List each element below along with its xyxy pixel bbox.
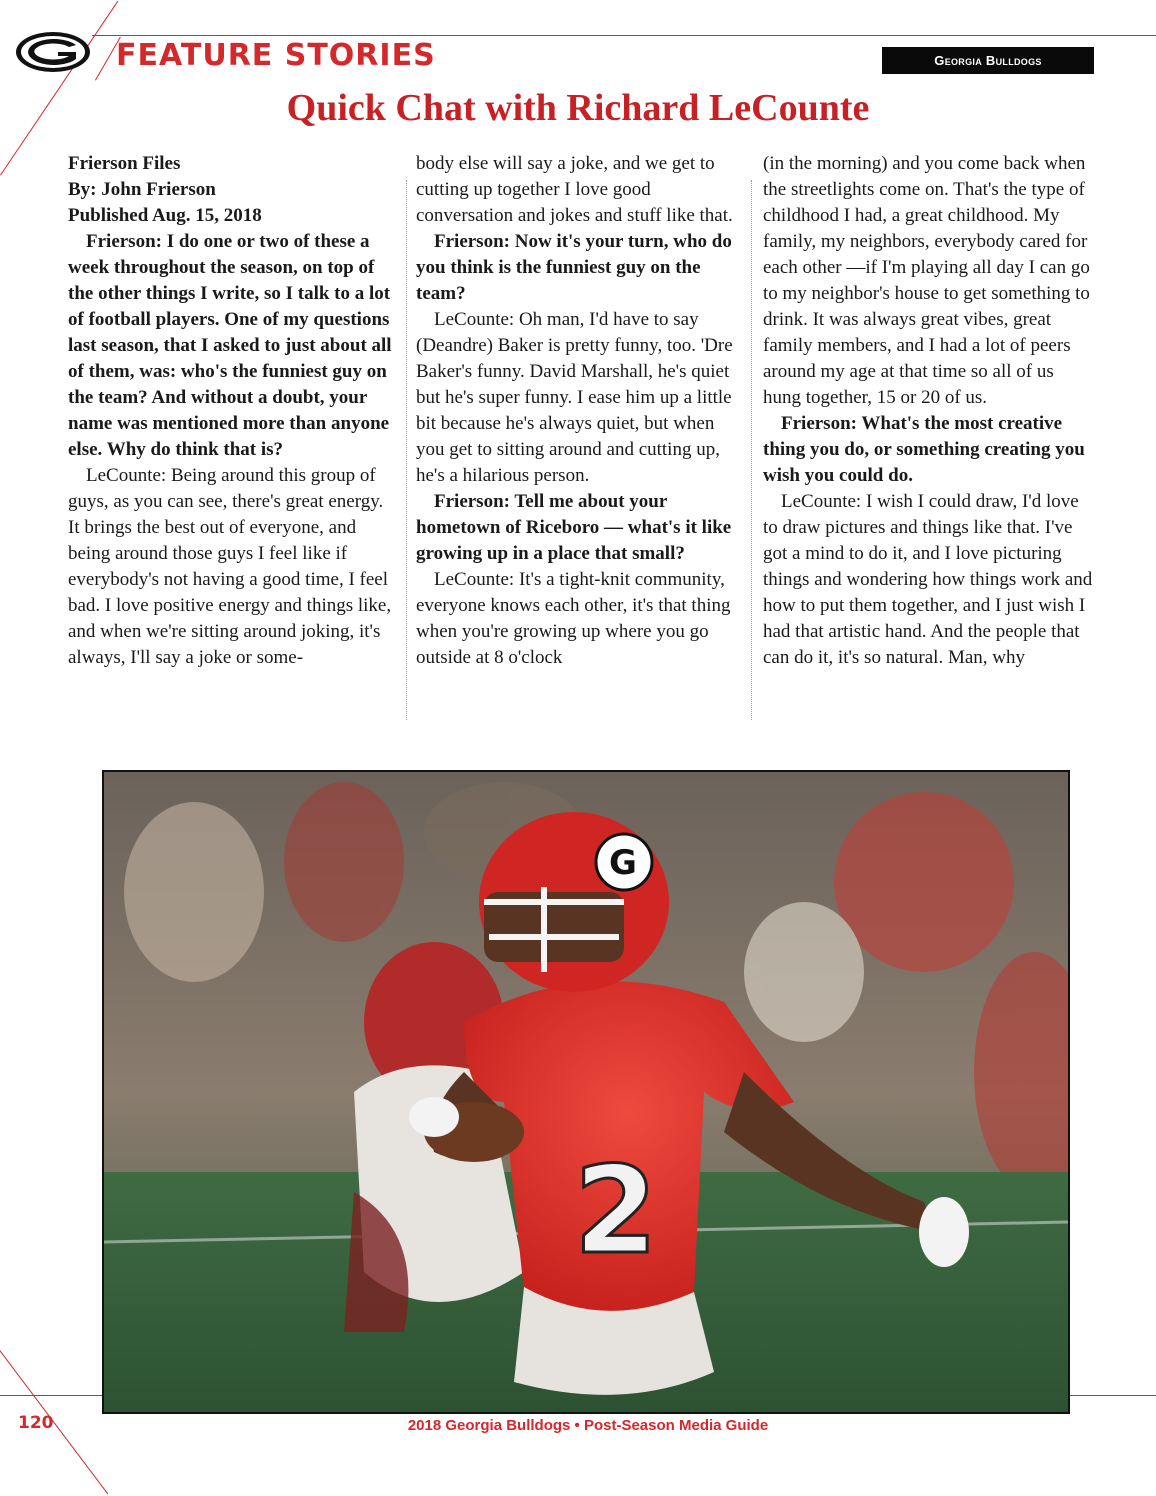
page-number: 120 [18,1413,54,1433]
article-column-2 [416,151,738,751]
kicker: Frierson Files [68,153,181,174]
brand-label-box [882,47,1094,74]
jersey-number: 2 [574,1142,658,1281]
header-rule [92,35,1156,36]
answer-4: LeCounte: I wish I could draw, I'd love to draw pictures and things like that. I've got a mind to do it, and I love picturing things and wondering how things work and how to put them together, and I just wish I had that artistic hand. And the people that can do it, it's so natural. Man, why [763,491,1093,668]
column-divider-1 [406,180,407,720]
corner-diagonal-bottom [0,1350,108,1494]
article-column-1 [68,151,396,751]
question-4: Frierson: What's the most creative thing you do, or something creating you wish you could do. [763,413,1085,486]
answer-2: LeCounte: Oh man, I'd have to say (Deandre) Baker is pretty funny, too. 'Dre Baker's funny. David Marshall, he's quiet but he's super funny. I ease him up a little bit because he's always quiet, but when you get to sitting around and cutting up, he's a hilarious person. [416,309,733,486]
answer-1-continued: body else will say a joke, and we get to cutting up together I love good conversation and jokes and stuff like that. [416,153,733,226]
football-player-photo [102,770,1070,1414]
byline: By: John Frierson [68,179,216,200]
published-date: Published Aug. 15, 2018 [68,205,262,226]
article-headline: Quick Chat with Richard LeCounte [286,87,870,129]
georgia-g-logo-icon [14,30,92,74]
brand-label: Georgia Bulldogs [934,53,1042,68]
helmet-logo-letter: G [609,843,637,883]
column-divider-2 [751,180,752,720]
article-column-3 [763,151,1093,751]
answer-3: LeCounte: It's a tight-knit community, everyone knows each other, it's that thing when you're growing up where you go outside at 8 o'clock [416,569,731,668]
answer-3-continued: (in the morning) and you come back when the streetlights come on. That's the type of childhood I had, a great childhood. My family, my neighbors, everybody cared for each other —if I'm playing all day I can go to my neighbor's house to get something to drink. It was always great vibes, great family members, and I had a lot of peers around my age at that time so all of us hung together, 15 or 20 of us. [763,153,1090,408]
question-2: Frierson: Now it's your turn, who do you think is the funniest guy on the team? [416,231,732,304]
answer-1: LeCounte: Being around this group of guys, as you can see, there's great energy. It brings the best out of everyone, and being around those guys I feel like if everybody's not having a good time, I feel bad. I love positive energy and things like, and when we're sitting around joking, it's always, I'll say a joke or some- [68,465,392,668]
question-3: Frierson: Tell me about your hometown of Riceboro — what's it like growing up in a place that small? [416,491,732,564]
footer-guide-title: 2018 Georgia Bulldogs • Post-Season Media Guide [407,1417,769,1434]
section-title: FEATURE STORIES [116,38,436,73]
question-1: Frierson: I do one or two of these a week throughout the season, on top of the other things I write, so I talk to a lot of football players. One of my questions last season, that I asked to just about all of them, was: who's the funniest guy on the team? And without a doubt, your name was mentioned more than anyone else. Why do think that is? [68,231,392,460]
